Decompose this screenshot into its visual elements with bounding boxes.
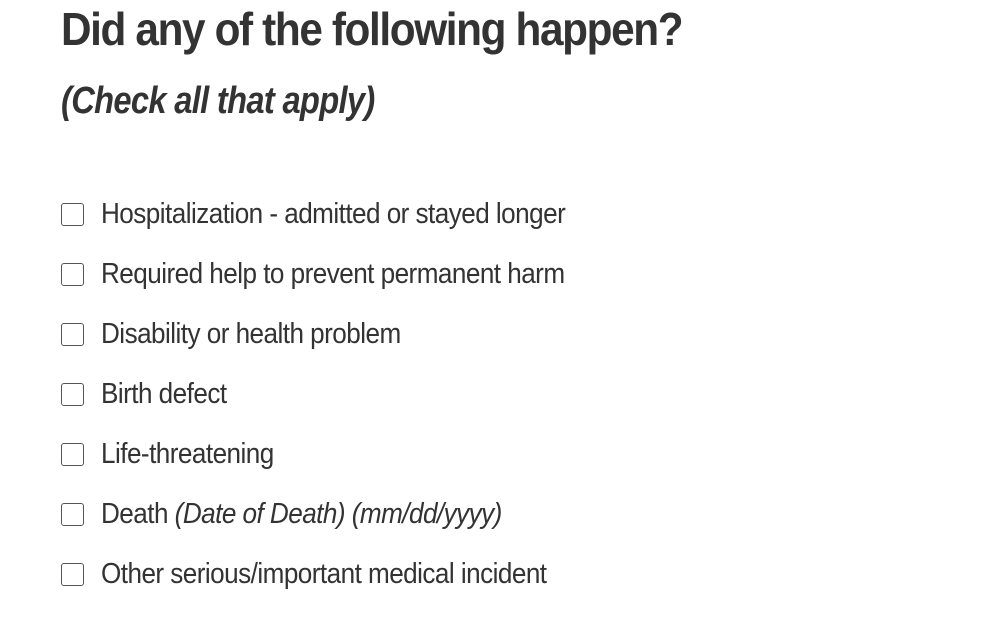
- death-date-hint: (Date of Death) (mm/dd/yyyy): [174, 498, 502, 530]
- hospitalization-checkbox[interactable]: [61, 203, 84, 226]
- disability-checkbox[interactable]: [61, 323, 84, 346]
- life-threatening-checkbox[interactable]: [61, 443, 84, 466]
- required-help-checkbox[interactable]: [61, 263, 84, 286]
- option-hospitalization[interactable]: [61, 184, 921, 244]
- option-other-serious[interactable]: [61, 544, 921, 604]
- birth-defect-checkbox[interactable]: [61, 383, 84, 406]
- other-serious-label[interactable]: Other serious/important medical incident: [101, 558, 547, 590]
- death-checkbox[interactable]: [61, 503, 84, 526]
- birth-defect-label[interactable]: Birth defect: [101, 378, 227, 410]
- question-title: Did any of the following happen?: [61, 3, 683, 55]
- hospitalization-label[interactable]: Hospitalization - admitted or stayed longer: [101, 198, 566, 230]
- death-label-text: Death: [101, 498, 168, 530]
- required-help-label[interactable]: Required help to prevent permanent harm: [101, 258, 565, 290]
- disability-label[interactable]: Disability or health problem: [101, 318, 401, 350]
- option-death[interactable]: [61, 484, 921, 544]
- option-required-help[interactable]: [61, 244, 921, 304]
- option-disability[interactable]: [61, 304, 921, 364]
- life-threatening-label[interactable]: Life-threatening: [101, 438, 274, 470]
- other-serious-checkbox[interactable]: [61, 563, 84, 586]
- death-label[interactable]: [101, 484, 502, 544]
- outcome-question-section: [61, 0, 961, 617]
- option-birth-defect[interactable]: [61, 364, 921, 424]
- question-instruction: (Check all that apply): [61, 80, 375, 122]
- outcome-options-list: [61, 184, 921, 604]
- option-life-threatening[interactable]: [61, 424, 921, 484]
